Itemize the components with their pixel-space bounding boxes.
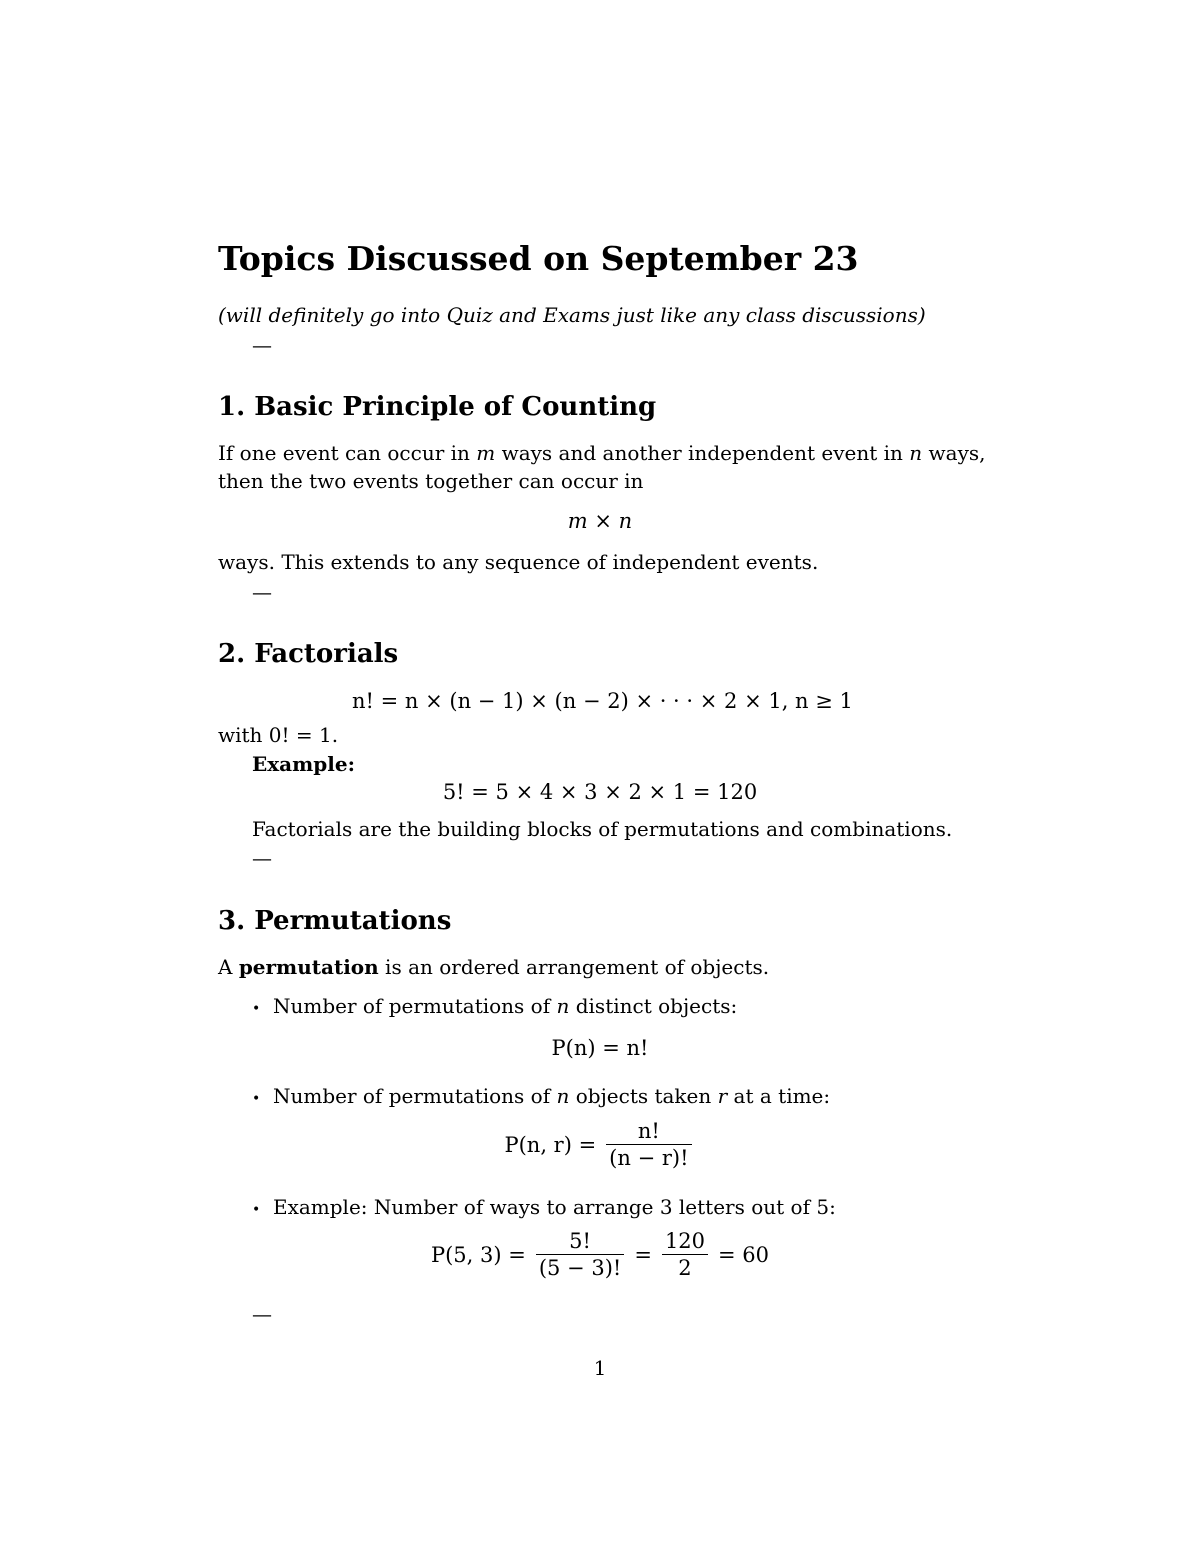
section-heading-counting: 1. Basic Principle of Counting xyxy=(218,392,657,422)
fraction xyxy=(606,1118,691,1171)
factorial-note: Factorials are the building blocks of permutations and combinations. xyxy=(252,817,953,841)
counting-paragraph-line1 xyxy=(218,439,986,467)
variable-n: n xyxy=(556,1084,570,1108)
factorial-example: 5! = 5 × 4 × 3 × 2 × 1 = 120 xyxy=(442,780,758,804)
variable-r: r xyxy=(717,1084,728,1108)
text: ways, xyxy=(922,441,986,465)
permutation-example-formula xyxy=(0,1228,1200,1281)
denominator: (5 − 3)! xyxy=(538,1256,622,1280)
permutation-intro xyxy=(218,953,769,981)
counting-paragraph-line2: then the two events together can occur in xyxy=(218,469,644,493)
text: at a time: xyxy=(727,1084,831,1108)
numerator: 5! xyxy=(536,1228,625,1255)
fraction xyxy=(662,1228,708,1281)
counting-formula: m × n xyxy=(567,509,633,533)
text: is an ordered arrangement of objects. xyxy=(378,955,770,979)
section-heading-permutations: 3. Permutations xyxy=(218,906,452,936)
text: Number of permutations of xyxy=(272,994,557,1018)
text: A xyxy=(218,955,239,979)
page-title: Topics Discussed on September 23 xyxy=(218,239,859,278)
factorial-definition: n! = n × (n − 1) × (n − 2) × · · · × 2 × 1, n ≥ 1 xyxy=(352,689,853,713)
text: ways and another independent event in xyxy=(495,441,910,465)
text: If one event can occur in xyxy=(218,441,477,465)
text: distinct objects: xyxy=(569,994,738,1018)
section-heading-factorials: 2. Factorials xyxy=(218,639,399,669)
bullet-icon: • xyxy=(252,1001,261,1017)
separator: — xyxy=(252,580,272,604)
variable-m: m xyxy=(476,441,496,465)
numerator: n! xyxy=(606,1118,691,1145)
separator: — xyxy=(252,1302,272,1326)
formula-lhs: P(5, 3) = xyxy=(430,1242,526,1267)
text: Example: Number of ways to arrange 3 letters out of 5: xyxy=(272,1195,836,1219)
bullet-icon: • xyxy=(252,1091,261,1107)
separator: — xyxy=(252,333,272,357)
subtitle: (will definitely go into Quiz and Exams just like any class discussions) xyxy=(218,303,926,327)
bullet-icon: • xyxy=(252,1202,261,1218)
denominator: 2 xyxy=(678,1256,692,1280)
numerator: 120 xyxy=(662,1228,708,1255)
bold-term: permutation xyxy=(238,955,379,979)
fraction xyxy=(536,1228,625,1281)
example-label: Example: xyxy=(252,752,355,776)
factorial-zero-note: with 0! = 1. xyxy=(218,723,339,747)
text: Number of permutations of xyxy=(272,1084,557,1108)
list-item xyxy=(252,1193,836,1224)
denominator: (n − r)! xyxy=(609,1146,689,1170)
formula-lhs: P(n, r) = xyxy=(504,1132,597,1157)
counting-paragraph-line3: ways. This extends to any sequence of independent events. xyxy=(218,550,819,574)
permutation-formula-n: P(n) = n! xyxy=(551,1036,649,1060)
equals: = xyxy=(634,1242,652,1267)
permutation-formula-nr xyxy=(0,1118,1200,1171)
list-item xyxy=(252,1082,830,1113)
list-item xyxy=(252,992,737,1023)
separator: — xyxy=(252,846,272,870)
text: objects taken xyxy=(569,1084,718,1108)
formula-result: = 60 xyxy=(718,1242,770,1267)
page-number: 1 xyxy=(593,1356,607,1380)
variable-n: n xyxy=(556,994,570,1018)
variable-n: n xyxy=(909,441,923,465)
